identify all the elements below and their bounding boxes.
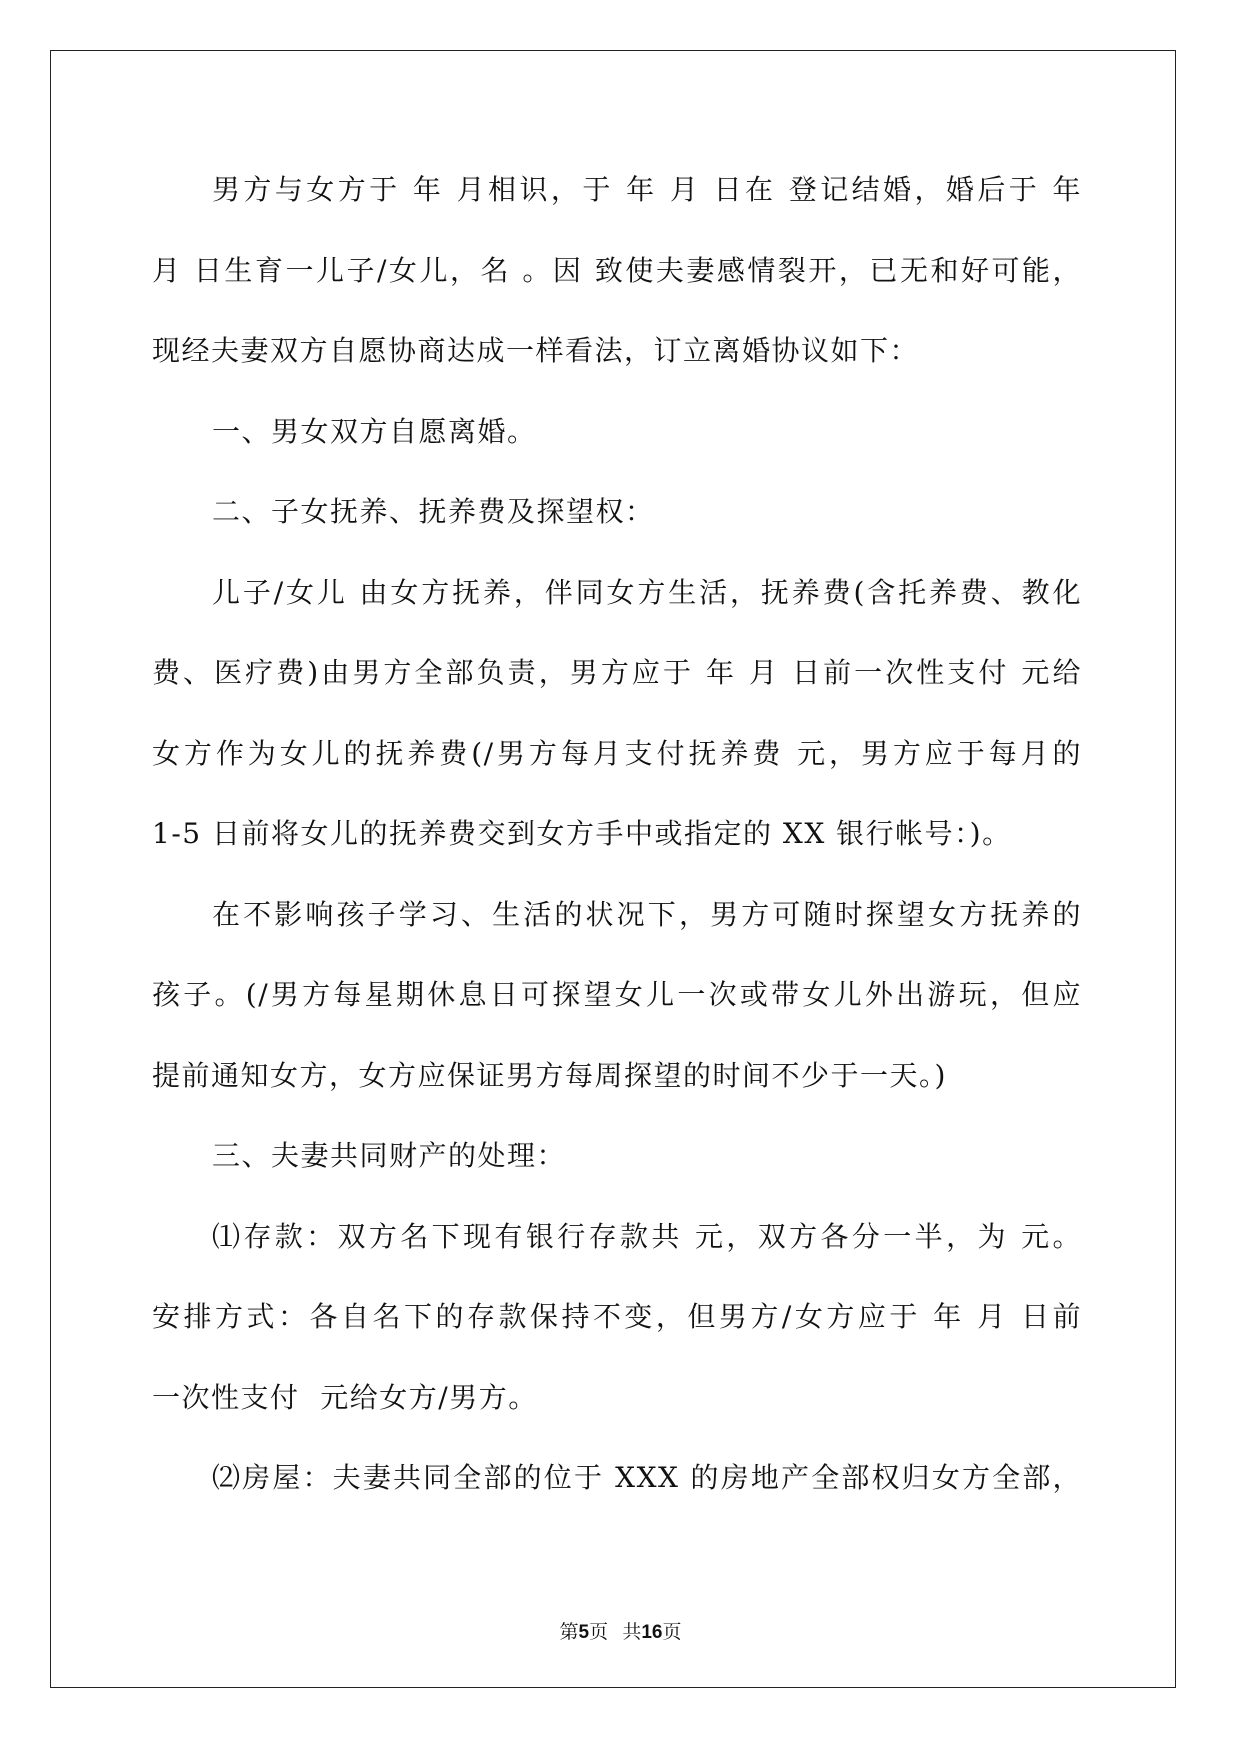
paragraph-line: 月 日生育一儿子/女儿，名 。因 致使夫妻感情裂开，已无和好可能， xyxy=(152,253,1082,287)
footer-suffix: 页 xyxy=(662,1622,682,1643)
paragraph-line: 安排方式：各自名下的存款保持不变，但男方/女方应于 年 月 日前 xyxy=(152,1300,1082,1333)
section-heading: 三、夫妻共同财产的处理： xyxy=(212,1139,567,1172)
paragraph-line: 孩子。(/男方每星期休息日可探望女儿一次或带女儿外出游玩，但应 xyxy=(152,978,1082,1011)
page-footer xyxy=(0,1617,1241,1644)
paragraph-line: 一次性支付 元给女方/男方。 xyxy=(152,1380,538,1414)
paragraph-line: 费、医疗费)由男方全部负责，男方应于 年 月 日前一次性支付 元给 xyxy=(152,656,1082,689)
current-page-number: 5 xyxy=(578,1622,590,1643)
section-heading: 二、子女抚养、抚养费及探望权： xyxy=(212,495,655,528)
footer-prefix: 第 xyxy=(559,1622,579,1643)
paragraph-line: 女方作为女儿的抚养费(/男方每月支付抚养费 元，男方应于每月的 xyxy=(152,736,1082,770)
paragraph-line: 在不影响孩子学习、生活的状况下，男方可随时探望女方抚养的 xyxy=(212,897,1082,931)
paragraph-line: ⑵房屋：夫妻共同全部的位于 XXX 的房地产全部权归女方全部， xyxy=(212,1461,1082,1494)
paragraph-line: 提前通知女方，女方应保证男方每周探望的时间不少于一天。) xyxy=(152,1058,947,1092)
document-body xyxy=(152,162,1082,1531)
paragraph-line: 男方与女方于 年 月相识，于 年 月 日在 登记结婚，婚后于 年 xyxy=(212,173,1082,206)
paragraph-line: 儿子/女儿 由女方抚养，伴同女方生活，抚养费(含托养费、教化 xyxy=(212,575,1082,609)
total-page-number: 16 xyxy=(641,1622,663,1643)
footer-middle: 页 共 xyxy=(589,1622,642,1643)
section-heading: 一、男女双方自愿离婚。 xyxy=(212,414,537,448)
paragraph-line: 1-5 日前将女儿的抚养费交到女方手中或指定的 XX 银行帐号：)。 xyxy=(152,817,1012,850)
paragraph-line: ⑴存款：双方名下现有银行存款共 元，双方各分一半，为 元。 xyxy=(212,1219,1082,1253)
paragraph-line: 现经夫妻双方自愿协商达成一样看法，订立离婚协议如下： xyxy=(152,334,920,367)
